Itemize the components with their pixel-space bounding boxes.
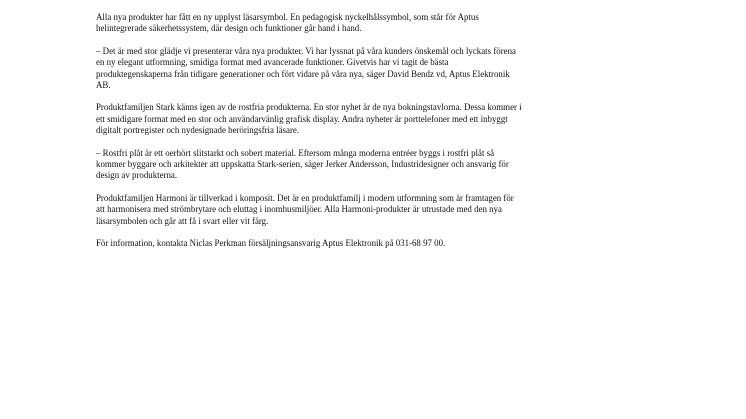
document-body bbox=[96, 12, 656, 261]
paragraph-contact-info: För information, kontakta Niclas Perkman försäljningsansvarig Aptus Elektronik på 031-68 97 00. bbox=[96, 238, 446, 249]
paragraph-stark-family: Produktfamiljen Stark känns igen av de rostfria produkterna. En stor nyhet är de nya bokningstavlorna. Dessa kommer i ett smidigare format med en stor och användarvänlig grafisk display. Andra nyheter är porttelefoner med ett inbyggt digitalt portregister och nydesignade beröringsfria läsare. bbox=[96, 102, 522, 136]
paragraph-quote-david-bendz: – Det är med stor glädje vi presenterar våra nya produkter. Vi har lyssnat på våra kunders önskemål och lyckats förena en ny elegant utformning, smidiga format med avancerade funktioner. Givetvis har vi tagit de bästa produktegenskaperna från tidigare generationer och fört vidare på våra nya, säger David Bendz vd, Aptus Elektronik AB. bbox=[96, 45, 516, 91]
paragraph-harmoni-family: Produktfamiljen Harmoni är tillverkad i komposit. Det är en produktfamilj i modern utformning som är framtagen för att harmonisera med strömbrytare och eluttag i inomhusmiljöer. Alla Harmoni-produkter är utrustade med den nya läsarsymbolen och går att få i svart eller vit färg. bbox=[96, 192, 514, 226]
paragraph-quote-jerker-andersson: – Rostfri plåt är ett oerhört slitstarkt och sobert material. Eftersom många moderna entréer byggs i rostfri plåt så kommer byggare och arkitekter att uppskatta Stark-serien, säger Jerker Andersson, Industridesigner och ansvarig för design av produkterna. bbox=[96, 147, 509, 181]
paragraph-intro: Alla nya produkter har fått en ny upplyst läsarsymbol. En pedagogisk nyckelhålssymbol, som står för Aptus helintegrerade säkerhetssystem, där design och funktioner går hand i hand. bbox=[96, 12, 479, 34]
